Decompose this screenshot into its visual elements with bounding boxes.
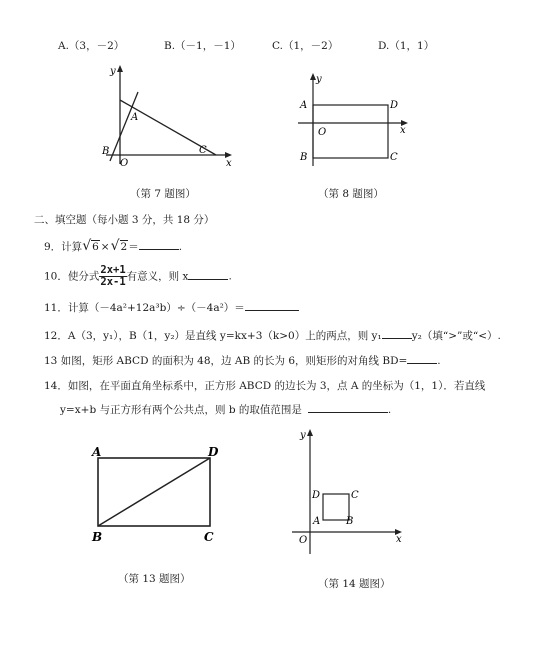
q12-answer-blank[interactable] — [382, 328, 412, 339]
fig8-label-a: A — [300, 100, 308, 111]
fig13-label-a: A — [92, 445, 102, 459]
figure-7 — [98, 62, 238, 170]
caption-fig13: （第 13 题图） — [118, 573, 191, 585]
question-13 — [44, 353, 441, 368]
fig7-label-y: y — [110, 66, 116, 77]
fig14-label-x: x — [396, 534, 402, 545]
figure-14 — [290, 426, 410, 558]
fig8-label-o: O — [318, 127, 327, 138]
q9-answer-blank[interactable] — [139, 239, 179, 250]
question-12 — [44, 328, 501, 343]
q9-suffix: ＝ — [128, 241, 139, 253]
q12-part2: y₂（填“>”或“<）. — [411, 330, 501, 342]
option-c: C.（1，－2） — [272, 40, 339, 52]
fig14-label-b: B — [346, 516, 354, 527]
option-a: A.（3，－2） — [58, 40, 125, 52]
q14-answer-blank[interactable] — [308, 402, 388, 413]
q10-numerator: 2x+1 — [100, 264, 126, 276]
q14-end: . — [387, 404, 392, 416]
fig14-label-d: D — [312, 490, 321, 501]
fig13-label-d: D — [208, 445, 219, 459]
fig14-label-o: O — [299, 535, 308, 546]
question-9: 9．计算√6 ×√2＝ . — [44, 238, 183, 254]
fig7-label-b: B — [102, 146, 110, 157]
q9-end: . — [178, 241, 183, 253]
q13-answer-blank[interactable] — [407, 353, 437, 364]
q9-radicand-1: 6 — [92, 241, 99, 253]
fig7-label-o: O — [120, 158, 129, 169]
caption-fig8: （第 8 题图） — [318, 188, 384, 200]
fig8-label-x: x — [400, 125, 406, 136]
q13-text: 13 如图，矩形 ABCD 的面积为 48，边 AB 的长为 6，则矩形的对角线 BD= — [44, 355, 408, 367]
fig8-label-b: B — [300, 152, 308, 163]
fig7-label-c: C — [199, 145, 207, 156]
caption-fig7: （第 7 题图） — [130, 188, 196, 200]
figure-13 — [88, 440, 228, 550]
section-heading: 二、填空题（每小题 3 分，共 18 分） — [34, 214, 215, 226]
caption-fig14: （第 14 题图） — [318, 578, 391, 590]
q9-times: × — [100, 241, 110, 253]
question-11 — [44, 300, 299, 315]
q14-line2-text: y=x+b 与正方形有两个公共点，则 b 的取值范围是 — [60, 404, 302, 416]
option-d: D.（1，1） — [378, 40, 435, 52]
option-b: B.（－1，－1） — [164, 40, 241, 52]
fig8-label-c: C — [390, 152, 398, 163]
fig14-label-a: A — [313, 516, 321, 527]
fig8-label-d: D — [390, 100, 399, 111]
q11-text: 11．计算（－4a²+12a³b）÷（－4a²）＝ — [44, 302, 245, 314]
fig13-label-c: C — [204, 530, 214, 544]
q10-answer-blank[interactable] — [188, 269, 228, 280]
q10-prefix: 10．使分式 — [44, 270, 100, 283]
figure-8 — [296, 70, 416, 170]
fig8-label-y: y — [316, 74, 322, 85]
q10-denominator: 2x-1 — [100, 276, 126, 288]
q12-part1: 12．A（3，y₁），B（1，y₂）是直线 y=kx+3（k>0）上的两点，则 y₁ — [44, 330, 382, 342]
fig14-label-c: C — [351, 490, 359, 501]
q10-fraction — [99, 265, 126, 288]
q9-radicand-2: 2 — [120, 241, 128, 253]
question-14-line1: 14．如图，在平面直角坐标系中，正方形 ABCD 的边长为 3，点 A 的坐标为（1，1）．若直线 — [44, 380, 486, 392]
fig14-label-y: y — [300, 430, 306, 441]
fig7-label-a: A — [131, 112, 139, 123]
q10-mid: 有意义，则 x — [126, 270, 189, 283]
q11-answer-blank[interactable] — [245, 300, 299, 311]
fig7-label-x: x — [226, 158, 232, 169]
q9-prefix: 9．计算 — [44, 241, 83, 253]
question-14-line2 — [60, 402, 391, 417]
question-10 — [44, 265, 232, 288]
q13-end: . — [437, 355, 441, 367]
q10-end: . — [228, 270, 232, 283]
fig13-label-b: B — [92, 530, 103, 544]
